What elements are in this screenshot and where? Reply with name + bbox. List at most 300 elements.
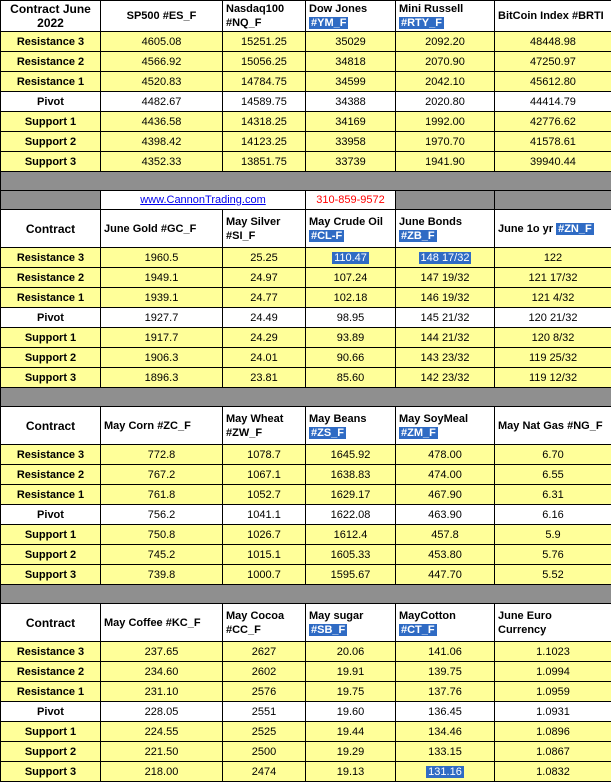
- price-value: 4398.42: [142, 136, 182, 148]
- price-cell: [223, 328, 306, 348]
- price-cell: [495, 348, 611, 368]
- level-row: [1, 722, 611, 742]
- price-cell: [495, 268, 611, 288]
- price-cell: [495, 465, 611, 485]
- price-cell: [223, 152, 306, 172]
- price-cell: [306, 132, 396, 152]
- price-value: 2092.20: [425, 36, 465, 48]
- gray-divider-row: [1, 388, 611, 407]
- row-label: Resistance 1: [1, 682, 101, 702]
- price-value: 1067.1: [247, 469, 281, 481]
- price-value: 15056.25: [241, 56, 287, 68]
- price-cell: [223, 72, 306, 92]
- price-cell: [101, 152, 223, 172]
- price-cell: [223, 112, 306, 132]
- price-value: 14589.75: [241, 96, 287, 108]
- price-cell: [223, 545, 306, 565]
- level-row: [1, 132, 611, 152]
- price-value: 102.18: [334, 292, 368, 304]
- row-label: Support 2: [1, 132, 101, 152]
- price-value: 6.31: [542, 489, 563, 501]
- price-value: 1970.70: [425, 136, 465, 148]
- price-value: 1605.33: [331, 549, 371, 561]
- price-value: 237.65: [145, 646, 179, 658]
- column-header: [223, 407, 306, 445]
- price-cell: [396, 328, 495, 348]
- level-row: [1, 248, 611, 268]
- price-value: 1941.90: [425, 156, 465, 168]
- price-cell: [495, 485, 611, 505]
- ticker-highlighted: #RTY_F: [399, 17, 444, 29]
- price-value: 4605.08: [142, 36, 182, 48]
- price-value: 6.16: [542, 509, 563, 521]
- price-value: 1645.92: [331, 449, 371, 461]
- ticker-highlighted: #ZN_F: [556, 223, 594, 235]
- row-label: Resistance 3: [1, 642, 101, 662]
- row-label: Support 1: [1, 112, 101, 132]
- price-value: 5.52: [542, 569, 563, 581]
- contract-corner-header: [1, 1, 101, 32]
- price-cell: [495, 762, 611, 782]
- price-value: 19.60: [337, 706, 365, 718]
- ticker: #ZW_F: [226, 427, 262, 439]
- price-value: 33739: [335, 156, 366, 168]
- price-value: 34818: [335, 56, 366, 68]
- row-label: Resistance 2: [1, 662, 101, 682]
- price-cell: [101, 132, 223, 152]
- contract-name: May Cocoa: [226, 610, 284, 622]
- price-cell: [396, 52, 495, 72]
- price-value: 1629.17: [331, 489, 371, 501]
- contract-name: Nasdaq100: [226, 3, 284, 15]
- level-row: [1, 642, 611, 662]
- price-cell: [223, 702, 306, 722]
- price-cell: [223, 52, 306, 72]
- column-header: [223, 210, 306, 248]
- price-value: 745.2: [148, 549, 176, 561]
- price-cell: [396, 268, 495, 288]
- price-cell: [223, 132, 306, 152]
- price-value: 107.24: [334, 272, 368, 284]
- price-cell: [495, 742, 611, 762]
- price-value: 14123.25: [241, 136, 287, 148]
- price-value: 478.00: [428, 449, 462, 461]
- ticker-highlighted: #CT_F: [399, 624, 437, 636]
- price-value: 750.8: [148, 529, 176, 541]
- price-cell: [223, 642, 306, 662]
- price-cell: [495, 92, 611, 112]
- price-cell: [396, 465, 495, 485]
- price-value: 45612.80: [530, 76, 576, 88]
- price-value: 13851.75: [241, 156, 287, 168]
- price-value: 85.60: [337, 372, 365, 384]
- level-row: [1, 32, 611, 52]
- level-row: [1, 485, 611, 505]
- price-value: 4436.58: [142, 116, 182, 128]
- price-value: 1622.08: [331, 509, 371, 521]
- price-value: 19.29: [337, 746, 365, 758]
- price-cell: [306, 268, 396, 288]
- price-value: 2525: [252, 726, 276, 738]
- price-cell: [223, 485, 306, 505]
- price-cell: [306, 545, 396, 565]
- gray-divider: [1, 172, 611, 191]
- price-cell: [101, 92, 223, 112]
- level-row: [1, 662, 611, 682]
- gray-cell: [495, 191, 611, 210]
- price-value: 1917.7: [145, 332, 179, 344]
- row-label: Resistance 1: [1, 72, 101, 92]
- price-value: 24.29: [250, 332, 278, 344]
- price-cell: [396, 152, 495, 172]
- price-value: 761.8: [148, 489, 176, 501]
- price-cell: [306, 662, 396, 682]
- contract-name: June Bonds: [399, 216, 462, 228]
- price-cell: [223, 662, 306, 682]
- column-header: [495, 604, 611, 642]
- price-value-highlighted: 131.16: [426, 766, 464, 778]
- price-value: 2602: [252, 666, 276, 678]
- price-value: 467.90: [428, 489, 462, 501]
- contract-name: May Corn: [104, 420, 154, 432]
- price-value: 44414.79: [530, 96, 576, 108]
- contract-name: May Crude Oil: [309, 216, 383, 228]
- column-header: [101, 1, 223, 32]
- price-value: 1078.7: [247, 449, 281, 461]
- price-cell: [306, 445, 396, 465]
- price-value: 23.81: [250, 372, 278, 384]
- price-cell: [495, 505, 611, 525]
- price-cell: [396, 545, 495, 565]
- ticker: Currency: [498, 624, 546, 636]
- price-value: 218.00: [145, 766, 179, 778]
- ticker: #ZC_F: [157, 420, 191, 432]
- price-cell: [306, 368, 396, 388]
- price-cell: [306, 152, 396, 172]
- ticker: #GC_F: [161, 223, 196, 235]
- price-cell: [495, 368, 611, 388]
- row-label: Support 3: [1, 565, 101, 585]
- price-value: 474.00: [428, 469, 462, 481]
- row-label: Resistance 1: [1, 288, 101, 308]
- level-row: [1, 52, 611, 72]
- price-cell: [101, 545, 223, 565]
- phone-number: 310-859-9572: [316, 194, 385, 206]
- price-cell: [223, 565, 306, 585]
- section-header-row: [1, 604, 611, 642]
- price-cell: [101, 308, 223, 328]
- contract-corner-header: [1, 210, 101, 248]
- price-cell: [495, 722, 611, 742]
- price-value: 231.10: [145, 686, 179, 698]
- pivot-row: [1, 702, 611, 722]
- level-row: [1, 742, 611, 762]
- price-value: 14318.25: [241, 116, 287, 128]
- price-value: 5.76: [542, 549, 563, 561]
- contract-name: BitCoin Index: [498, 10, 569, 22]
- pivot-row: [1, 92, 611, 112]
- contract-name: May Coffee: [104, 617, 163, 629]
- contract-name: May sugar: [309, 610, 363, 622]
- price-value: 47250.97: [530, 56, 576, 68]
- contract-label: Contract: [26, 222, 75, 236]
- column-header: [495, 407, 611, 445]
- price-value: 133.15: [428, 746, 462, 758]
- ticker-highlighted: #YM_F: [309, 17, 348, 29]
- price-value: 39940.44: [530, 156, 576, 168]
- ticker-highlighted: #SB_F: [309, 624, 347, 636]
- price-value: 1927.7: [145, 312, 179, 324]
- price-cell: [101, 565, 223, 585]
- price-cell: [306, 52, 396, 72]
- price-value: 453.80: [428, 549, 462, 561]
- price-cell: [223, 348, 306, 368]
- price-cell: [495, 702, 611, 722]
- contract-corner-header: [1, 407, 101, 445]
- column-header: [495, 1, 611, 32]
- price-value: 756.2: [148, 509, 176, 521]
- price-cell: [306, 328, 396, 348]
- price-cell: [306, 762, 396, 782]
- price-cell: [306, 702, 396, 722]
- price-value: 34169: [335, 116, 366, 128]
- gray-cell: [1, 191, 101, 210]
- price-cell: [495, 308, 611, 328]
- price-value: 1026.7: [247, 529, 281, 541]
- price-cell: [396, 92, 495, 112]
- price-cell: [396, 662, 495, 682]
- contract-name: Dow Jones: [309, 3, 367, 15]
- price-value: 2500: [252, 746, 276, 758]
- level-row: [1, 288, 611, 308]
- price-cell: [495, 445, 611, 465]
- price-value: 1052.7: [247, 489, 281, 501]
- price-cell: [223, 762, 306, 782]
- price-value: 2551: [252, 706, 276, 718]
- price-value: 146 19/32: [421, 292, 470, 304]
- row-label: Resistance 1: [1, 485, 101, 505]
- price-value: 463.90: [428, 509, 462, 521]
- price-value: 6.70: [542, 449, 563, 461]
- contract-name: Mini Russell: [399, 3, 463, 15]
- price-cell: [223, 368, 306, 388]
- contract-name: June Gold: [104, 223, 158, 235]
- price-cell: [306, 742, 396, 762]
- price-cell: [396, 248, 495, 268]
- price-value: 2042.10: [425, 76, 465, 88]
- ticker-highlighted: #ZB_F: [399, 230, 437, 242]
- price-value: 147 19/32: [421, 272, 470, 284]
- price-value: 121 17/32: [529, 272, 578, 284]
- price-cell: [223, 505, 306, 525]
- row-label: Support 3: [1, 762, 101, 782]
- price-value-highlighted: 148 17/32: [419, 252, 472, 264]
- contract-name: May Nat Gas: [498, 420, 564, 432]
- price-value: 4352.33: [142, 156, 182, 168]
- column-header: [101, 604, 223, 642]
- price-value: 48448.98: [530, 36, 576, 48]
- price-value: 142 23/32: [421, 372, 470, 384]
- price-cell: [223, 445, 306, 465]
- price-value: 1638.83: [331, 469, 371, 481]
- price-value: 121 4/32: [532, 292, 575, 304]
- contract-name: May Wheat: [226, 413, 283, 425]
- price-value: 19.75: [337, 686, 365, 698]
- price-cell: [306, 92, 396, 112]
- price-cell: [101, 32, 223, 52]
- price-value: 1595.67: [331, 569, 371, 581]
- price-value: 141.06: [428, 646, 462, 658]
- price-value: 5.9: [545, 529, 560, 541]
- price-cell: [396, 565, 495, 585]
- price-value: 1960.5: [145, 252, 179, 264]
- price-cell: [101, 505, 223, 525]
- price-value: 120 8/32: [532, 332, 575, 344]
- price-cell: [101, 485, 223, 505]
- price-cell: [223, 268, 306, 288]
- column-header: [396, 210, 495, 248]
- price-value: 34388: [335, 96, 366, 108]
- row-label: Support 3: [1, 152, 101, 172]
- level-row: [1, 328, 611, 348]
- price-cell: [396, 722, 495, 742]
- price-value: 1612.4: [334, 529, 368, 541]
- row-label: Pivot: [1, 702, 101, 722]
- price-value: 4482.67: [142, 96, 182, 108]
- price-value: 137.76: [428, 686, 462, 698]
- price-cell: [101, 328, 223, 348]
- level-row: [1, 112, 611, 132]
- price-cell: [495, 642, 611, 662]
- price-value: 1.0959: [536, 686, 570, 698]
- contract-name: May Beans: [309, 413, 366, 425]
- price-cell: [396, 308, 495, 328]
- price-cell: [306, 682, 396, 702]
- price-value: 34599: [335, 76, 366, 88]
- contract-corner-header: [1, 604, 101, 642]
- price-cell: [495, 525, 611, 545]
- level-row: [1, 545, 611, 565]
- price-value: 1041.1: [247, 509, 281, 521]
- row-label: Support 2: [1, 742, 101, 762]
- price-value: 772.8: [148, 449, 176, 461]
- ticker: #NG_F: [567, 420, 602, 432]
- row-label: Support 1: [1, 525, 101, 545]
- contract-name: MayCotton: [399, 610, 456, 622]
- price-cell: [101, 762, 223, 782]
- ticker-highlighted: #CL-F: [309, 230, 344, 242]
- price-cell: [495, 112, 611, 132]
- level-row: [1, 348, 611, 368]
- price-value: 120 21/32: [529, 312, 578, 324]
- price-cell: [223, 32, 306, 52]
- column-header: [306, 604, 396, 642]
- price-cell: [495, 662, 611, 682]
- column-header: [396, 1, 495, 32]
- section-header-row: [1, 407, 611, 445]
- price-cell: [101, 682, 223, 702]
- price-value: 93.89: [337, 332, 365, 344]
- ticker-highlighted: #ZS_F: [309, 427, 346, 439]
- price-cell: [495, 682, 611, 702]
- price-value: 15251.25: [241, 36, 287, 48]
- row-label: Resistance 3: [1, 32, 101, 52]
- contract-label: Contract June: [10, 2, 91, 16]
- column-header: [306, 407, 396, 445]
- price-cell: [223, 525, 306, 545]
- price-value: 234.60: [145, 666, 179, 678]
- price-value: 6.55: [542, 469, 563, 481]
- price-cell: [396, 32, 495, 52]
- price-value: 35029: [335, 36, 366, 48]
- price-value: 139.75: [428, 666, 462, 678]
- price-value: 119 12/32: [529, 372, 577, 384]
- price-value: 4520.83: [142, 76, 182, 88]
- price-cell: [495, 248, 611, 268]
- level-row: [1, 682, 611, 702]
- contact-row: [1, 191, 611, 210]
- price-cell: [495, 72, 611, 92]
- price-value: 4566.92: [142, 56, 182, 68]
- price-value: 2474: [252, 766, 276, 778]
- price-cell: [306, 32, 396, 52]
- price-cell: [495, 288, 611, 308]
- cannontrading-link[interactable]: www.CannonTrading.com: [140, 194, 266, 206]
- price-value: 1949.1: [145, 272, 179, 284]
- level-row: [1, 525, 611, 545]
- price-value: 145 21/32: [421, 312, 470, 324]
- price-cell: [306, 112, 396, 132]
- price-cell: [101, 248, 223, 268]
- price-cell: [101, 525, 223, 545]
- row-label: Resistance 2: [1, 52, 101, 72]
- price-value: 1.0867: [536, 746, 570, 758]
- price-cell: [306, 248, 396, 268]
- price-cell: [396, 485, 495, 505]
- price-value: 134.46: [428, 726, 462, 738]
- price-value: 24.97: [250, 272, 278, 284]
- price-value-highlighted: 110.47: [332, 252, 369, 264]
- price-cell: [495, 565, 611, 585]
- row-label: Resistance 2: [1, 268, 101, 288]
- price-cell: [101, 445, 223, 465]
- row-label: Support 3: [1, 368, 101, 388]
- price-value: 33958: [335, 136, 366, 148]
- price-value: 25.25: [250, 252, 278, 264]
- row-label: Support 1: [1, 328, 101, 348]
- price-cell: [223, 92, 306, 112]
- price-value: 143 23/32: [421, 352, 470, 364]
- price-cell: [306, 642, 396, 662]
- price-cell: [495, 152, 611, 172]
- row-label: Pivot: [1, 92, 101, 112]
- price-value: 1000.7: [247, 569, 281, 581]
- price-cell: [495, 545, 611, 565]
- price-cell: [223, 465, 306, 485]
- price-cell: [396, 288, 495, 308]
- level-row: [1, 368, 611, 388]
- pivot-row: [1, 505, 611, 525]
- price-cell: [396, 642, 495, 662]
- ticker: #ES_F: [163, 10, 197, 22]
- price-cell: [396, 368, 495, 388]
- price-cell: [223, 248, 306, 268]
- price-value: 136.45: [428, 706, 462, 718]
- price-cell: [223, 722, 306, 742]
- price-cell: [306, 72, 396, 92]
- price-cell: [396, 505, 495, 525]
- section-header-row: [1, 1, 611, 32]
